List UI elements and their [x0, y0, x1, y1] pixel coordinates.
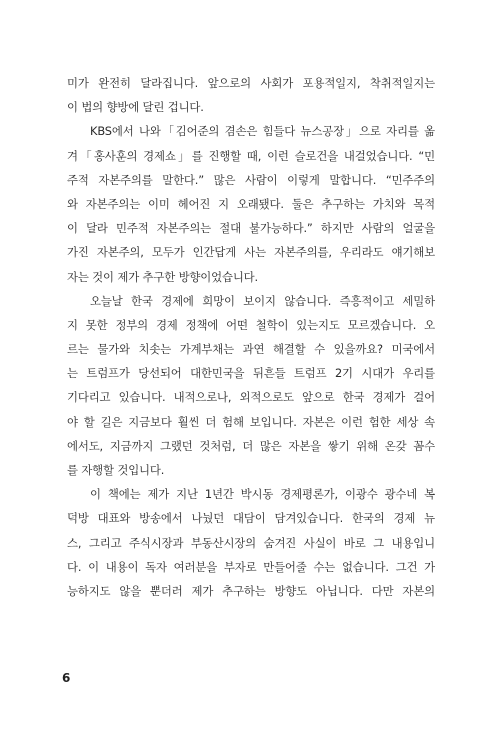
text-line: 이 법의 향방에 달린 겁니다. — [67, 100, 204, 115]
text-line: 는 트럼프가 당선되어 대한민국을 뒤흔들 트럼프 2기 시대가 우리를 — [67, 366, 435, 381]
text-line: 기다리고 있습니다. 내적으로나, 외적으로도 앞으로 한국 경제가 걸어 — [67, 390, 435, 405]
text-line: KBS에서 나와「김어준의 겸손은 힘들다 뉴스공장」으로 자리를 옮 — [90, 124, 435, 139]
text-line: 덕방 대표와 방송에서 나눴던 대담이 담겨있습니다. 한국의 경제 뉴 — [67, 511, 435, 526]
text-line: 를 자행할 것입니다. — [67, 463, 165, 477]
text-line: 자는 것이 제가 추구한 방향이었습니다. — [67, 269, 259, 284]
text-line: 르는 물가와 치솟는 가계부채는 과연 해결할 수 있을까요? 미국에서 — [67, 342, 435, 357]
page-number: 6 — [62, 671, 71, 685]
text-line: 야 할 길은 지금보다 훨씬 더 험해 보입니다. 자본은 이런 험한 세상 속 — [67, 414, 435, 429]
text-line: 이 책에는 제가 지난 1년간 박시동 경제평론가, 이광수 광수네 복 — [90, 487, 435, 502]
body-text — [67, 71, 435, 603]
text-line: 겨「홍사훈의 경제쇼」를 진행할 때, 이런 슬로건을 내걸었습니다. “민 — [67, 148, 435, 163]
text-line: 지 못한 정부의 경제 정책에 어떤 철학이 있는지도 모르겠습니다. 오 — [67, 317, 435, 332]
text-line: 오늘날 한국 경제에 희망이 보이지 않습니다. 즉흥적이고 세밀하 — [90, 293, 435, 308]
text-line: 다. 이 내용이 독자 여러분을 부자로 만들어줄 수는 없습니다. 그건 가 — [67, 559, 435, 574]
text-line: 능하지도 않을 뿐더러 제가 추구하는 방향도 아닙니다. 다만 자본의 — [67, 583, 435, 598]
text-line: 스, 그리고 주식시장과 부동산시장의 숨겨진 사실이 바로 그 내용입니 — [67, 535, 435, 550]
text-line: 에서도, 지금까지 그랬던 것처럼, 더 많은 자본을 쌓기 위해 온갖 꼼수 — [67, 438, 435, 453]
text-line: 주적 자본주의를 말한다.” 많은 사람이 이렇게 말합니다. “민주주의 — [67, 172, 435, 187]
text-line: 이 달라 민주적 자본주의는 절대 불가능하다.” 하지만 사람의 얼굴을 — [67, 221, 435, 236]
text-line: 와 자본주의는 이미 헤어진 지 오래됐다. 둘은 추구하는 가치와 목적 — [67, 196, 435, 211]
text-line: 가진 자본주의, 모두가 인간답게 사는 자본주의를, 우리라도 얘기해보 — [67, 245, 435, 260]
text-line: 미가 완전히 달라집니다. 앞으로의 사회가 포용적일지, 착취적일지는 — [67, 76, 435, 90]
